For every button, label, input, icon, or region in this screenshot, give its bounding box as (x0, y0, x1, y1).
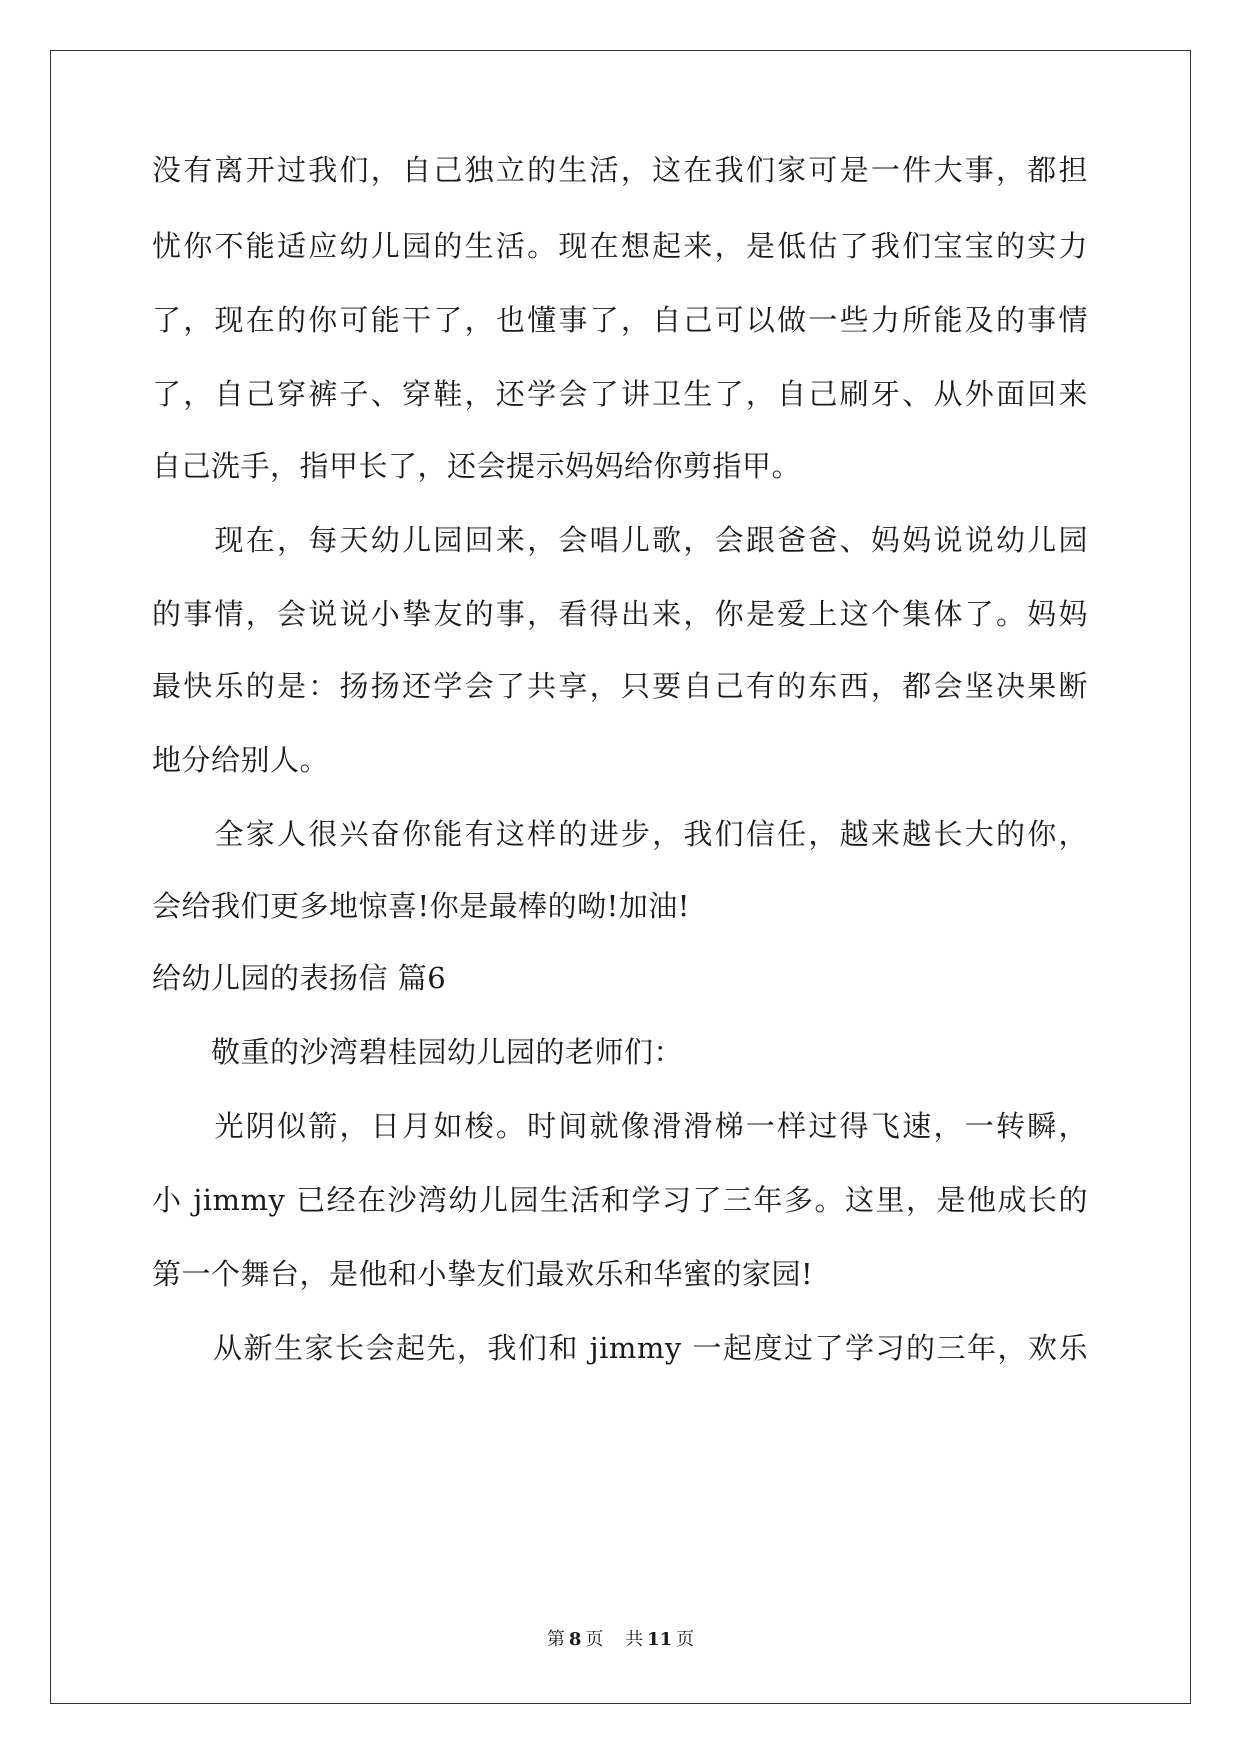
total-indicator (621, 1629, 698, 1650)
total-number: 11 (647, 1629, 673, 1650)
total-prefix: 共 (625, 1629, 644, 1650)
page-border (50, 50, 1191, 1704)
text-line: 地分给别人。 (152, 743, 330, 777)
text-line: 第一个舞台，是他和小挚友们最欢乐和华蜜的家园! (152, 1257, 814, 1291)
text-line: 自己洗手，指甲长了，还会提示妈妈给你剪指甲。 (152, 449, 802, 483)
page-footer (0, 1628, 1241, 1652)
text-line: 没有离开过我们，自己独立的生活，这在我们家可是一件大事，都担 (152, 153, 1088, 187)
salutation-line: 敬重的沙湾碧桂园幼儿园的老师们： (152, 1035, 684, 1069)
section-heading: 给幼儿园的表扬信 篇6 (152, 961, 447, 995)
text-line: 了，自己穿裤子、穿鞋，还学会了讲卫生了，自己刷牙、从外面回来 (152, 377, 1088, 411)
page-prefix: 第 (546, 1629, 565, 1650)
page-number: 8 (568, 1629, 582, 1650)
text-line: 忧你不能适应幼儿园的生活。现在想起来，是低估了我们宝宝的实力 (152, 229, 1088, 263)
page-suffix: 页 (585, 1629, 604, 1650)
text-line: 了，现在的你可能干了，也懂事了，自己可以做一些力所能及的事情 (152, 303, 1088, 337)
text-line: 会给我们更多地惊喜!你是最棒的呦!加油! (152, 889, 690, 923)
page-indicator (543, 1629, 608, 1650)
text-line: 小 jimmy 已经在沙湾幼儿园生活和学习了三年多。这里，是他成长的 (152, 1183, 1088, 1217)
text-line: 从新生家长会起先，我们和 jimmy 一起度过了学习的三年，欢乐 (152, 1331, 1088, 1365)
text-line: 全家人很兴奋你能有这样的进步，我们信任，越来越长大的你， (152, 817, 1088, 851)
text-line: 的事情，会说说小挚友的事，看得出来，你是爱上这个集体了。妈妈 (152, 597, 1088, 631)
text-line: 光阴似箭，日月如梭。时间就像滑滑梯一样过得飞速，一转瞬， (152, 1109, 1088, 1143)
total-suffix: 页 (676, 1629, 695, 1650)
text-line: 现在，每天幼儿园回来，会唱儿歌，会跟爸爸、妈妈说说幼儿园 (152, 523, 1088, 557)
text-line: 最快乐的是：扬扬还学会了共享，只要自己有的东西，都会坚决果断 (152, 669, 1088, 703)
